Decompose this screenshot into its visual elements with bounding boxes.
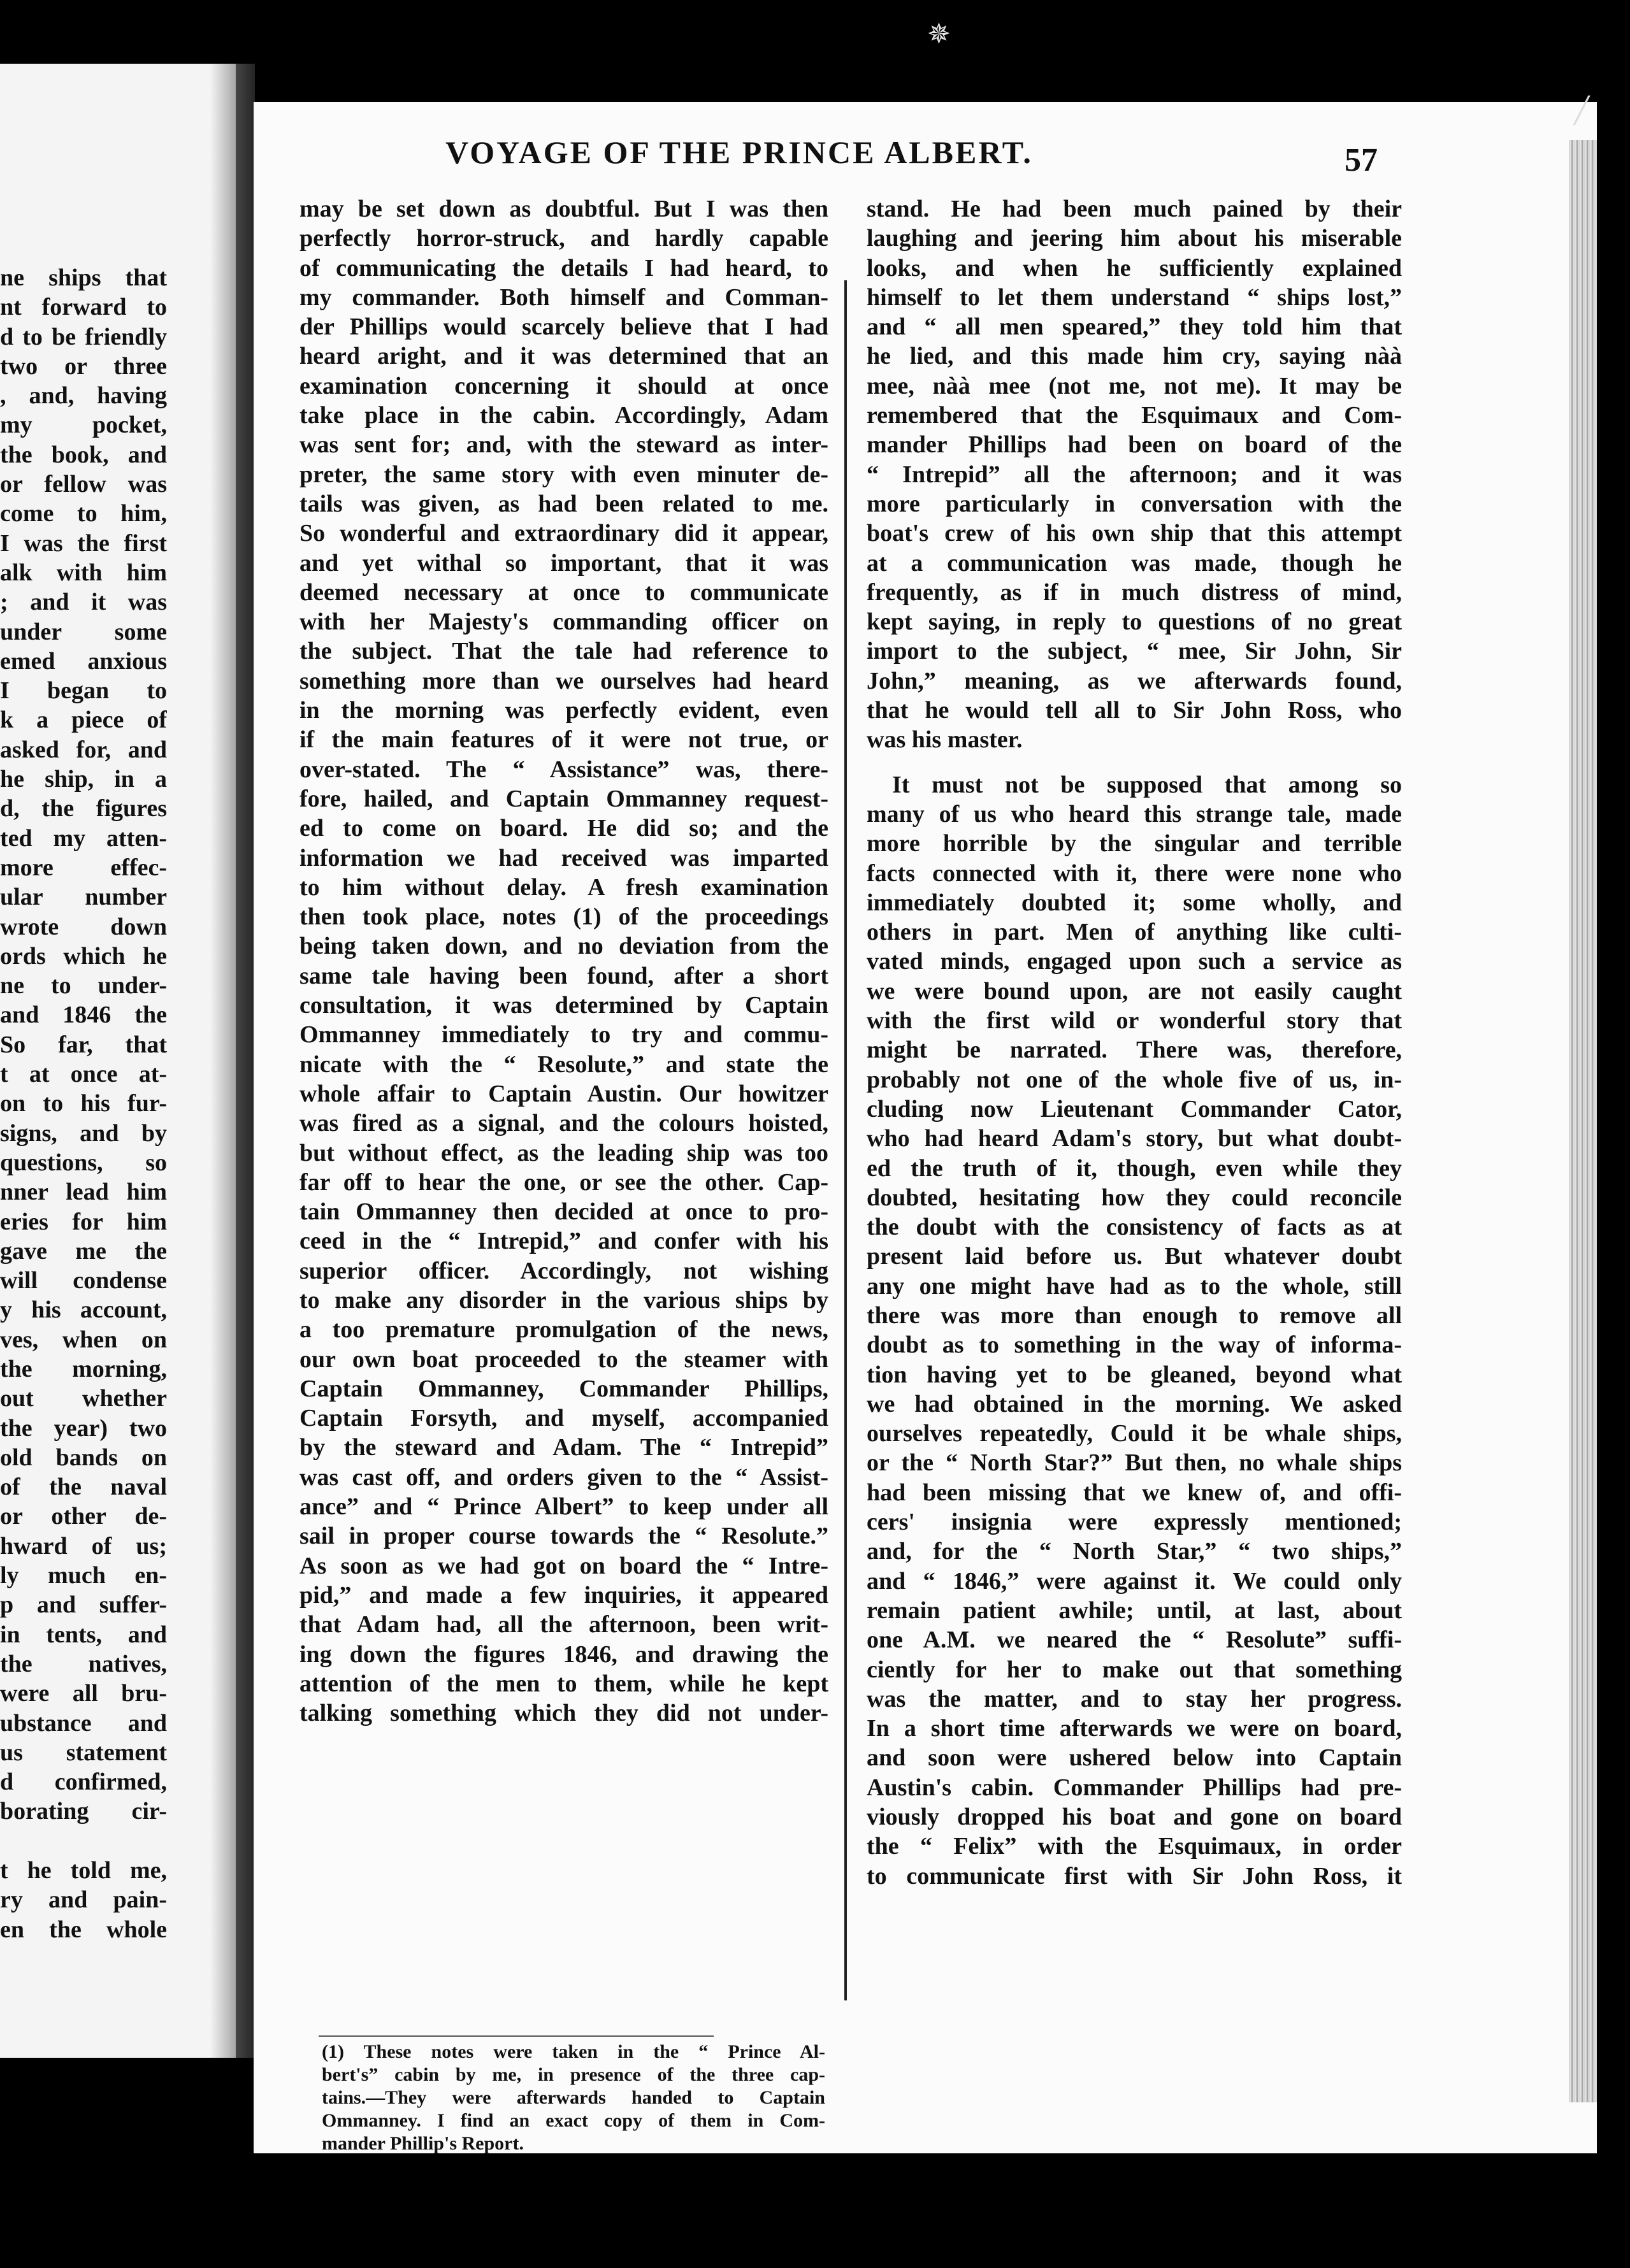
previous-page-fragment <box>0 64 236 2058</box>
body-line: ed the truth of it, though, even while they <box>867 1154 1402 1182</box>
previous-page-line: more effec- <box>0 854 167 881</box>
body-line: vated minds, engaged upon such a service as <box>867 948 1402 975</box>
previous-page-line: eries for him <box>0 1208 167 1235</box>
body-line: to make any disorder in the various ships by <box>299 1286 828 1314</box>
body-line: but without effect, as the leading ship was too <box>299 1139 828 1166</box>
body-line: heard aright, and it was determined that an <box>299 343 828 370</box>
stray-mark: ✵ <box>927 18 951 50</box>
previous-page-line: he ship, in a <box>0 766 167 793</box>
body-line: remembered that the Esquimaux and Com- <box>867 402 1402 429</box>
body-line: of communicating the details I had heard, to <box>299 254 828 282</box>
previous-page-line: will condense <box>0 1267 167 1295</box>
body-line: Austin's cabin. Commander Phillips had pre- <box>867 1774 1402 1801</box>
body-line: frequently, as if in much distress of mind, <box>867 578 1402 606</box>
body-line: present laid before us. But whatever doubt <box>867 1243 1402 1270</box>
previous-page-line: ves, when on <box>0 1326 167 1353</box>
body-line: our own boat proceeded to the steamer with <box>299 1346 828 1373</box>
body-line: may be set down as doubtful. But I was then <box>299 196 828 222</box>
previous-page-line: k a piece of <box>0 707 167 734</box>
body-line: if the main features of it were not true, or <box>299 726 828 754</box>
previous-page-line: I was the first <box>0 529 167 557</box>
previous-page-line: two or three <box>0 352 167 380</box>
previous-page-line: old bands on <box>0 1444 167 1471</box>
previous-page-line: in tents, and <box>0 1621 167 1648</box>
previous-page-line: gave me the <box>0 1237 167 1265</box>
body-line: was fired as a signal, and the colours hoisted, <box>299 1110 828 1137</box>
body-line: doubted, hesitating how they could reconcile <box>867 1184 1402 1211</box>
body-line: doubt as to something in the way of informa- <box>867 1331 1402 1359</box>
footnote-line: bert's” cabin by me, in presence of the three cap- <box>322 2064 825 2085</box>
previous-page-line: the year) two <box>0 1414 167 1442</box>
body-line: whole affair to Captain Austin. Our howitzer <box>299 1080 828 1107</box>
body-line: attention of the men to them, while he kept <box>299 1670 828 1697</box>
body-line: and “ all men speared,” they told him that <box>867 313 1402 341</box>
body-line: the doubt with the consistency of facts as at <box>867 1214 1402 1241</box>
body-line: information we had received was imparted <box>299 844 828 872</box>
previous-page-line: on to his fur- <box>0 1090 167 1117</box>
body-line: one A.M. we neared the “ Resolute” suffi- <box>867 1626 1402 1654</box>
body-line: Captain Ommanney, Commander Phillips, <box>299 1375 828 1402</box>
body-line: import to the subject, “ mee, Sir John, Sir <box>867 638 1402 665</box>
body-line: mee, nàà mee (not me, not me). It may be <box>867 372 1402 399</box>
body-line: superior officer. Accordingly, not wishing <box>299 1257 828 1284</box>
previous-page-line: hward of us; <box>0 1532 167 1560</box>
body-line: then took place, notes (1) of the proceedings <box>299 903 828 931</box>
previous-page-line: ry and pain- <box>0 1886 167 1914</box>
body-line: something more than we ourselves had heard <box>299 667 828 694</box>
body-line: talking something which they did not under- <box>299 1700 828 1727</box>
previous-page-line: and 1846 the <box>0 1001 167 1029</box>
body-line: perfectly horror-struck, and hardly capable <box>299 225 828 252</box>
body-line: himself to let them understand “ ships lost,” <box>867 284 1402 311</box>
previous-page-line: borating cir- <box>0 1798 167 1825</box>
body-line: my commander. Both himself and Comman- <box>299 284 828 311</box>
body-line: being taken down, and no deviation from the <box>299 933 828 960</box>
previous-page-line: , and, having <box>0 382 167 410</box>
body-line: ciently for her to make out that something <box>867 1656 1402 1683</box>
previous-page-line: ly much en- <box>0 1562 167 1590</box>
body-line: remain patient awhile; until, at last, about <box>867 1597 1402 1624</box>
gutter-shadow <box>210 64 255 2058</box>
body-line: probably not one of the whole five of us, in- <box>867 1066 1402 1093</box>
body-line: there was more than enough to remove all <box>867 1302 1402 1329</box>
body-line: It must not be supposed that among so <box>892 771 1402 798</box>
body-line: John,” meaning, as we afterwards found, <box>867 667 1402 694</box>
body-line: immediately doubted it; some wholly, and <box>867 889 1402 916</box>
previous-page-line: d confirmed, <box>0 1769 167 1796</box>
body-line: fore, hailed, and Captain Ommanney request- <box>299 785 828 812</box>
body-line: to him without delay. A fresh examination <box>299 873 828 901</box>
body-line: pid,” and made a few inquiries, it appeared <box>299 1581 828 1609</box>
previous-page-column <box>0 263 167 1944</box>
body-line: and yet withal so important, that it was <box>299 549 828 577</box>
body-line: nicate with the “ Resolute,” and state the <box>299 1051 828 1078</box>
body-line: the subject. That the tale had reference to <box>299 638 828 665</box>
body-line: was his master. <box>867 726 1023 754</box>
body-line: laughing and jeering him about his miserable <box>867 225 1402 252</box>
body-line: others in part. Men of anything like culti- <box>867 919 1402 946</box>
previous-page-line: ; and it was <box>0 589 167 616</box>
body-line: over-stated. The “ Assistance” was, there- <box>299 756 828 783</box>
body-line: with the first wild or wonderful story that <box>867 1007 1402 1035</box>
body-line: was the matter, and to stay her progress. <box>867 1685 1402 1712</box>
previous-page-line: the book, and <box>0 441 167 468</box>
previous-page-line: questions, so <box>0 1149 167 1176</box>
body-line: viously dropped his boat and gone on board <box>867 1804 1402 1831</box>
previous-page-line: ular number <box>0 884 167 911</box>
body-line: and “ 1846,” were against it. We could only <box>867 1567 1402 1595</box>
body-line: more particularly in conversation with the <box>867 490 1402 517</box>
body-line: “ Intrepid” all the afternoon; and it was <box>867 461 1402 488</box>
body-line: tion having yet to be gleaned, beyond what <box>867 1361 1402 1388</box>
footnote-line: Ommanney. I find an exact copy of them in Com- <box>322 2110 825 2131</box>
body-line: far off to hear the one, or see the other. Cap- <box>299 1168 828 1196</box>
body-line: preter, the same story with even minuter de- <box>299 461 828 488</box>
body-line: and, for the “ North Star,” “ two ships,” <box>867 1538 1402 1565</box>
previous-page-line: of the naval <box>0 1474 167 1501</box>
previous-page-line: ubstance and <box>0 1709 167 1737</box>
previous-page-line: nt forward to <box>0 294 167 321</box>
body-line: examination concerning it should at once <box>299 372 828 399</box>
body-line: cluding now Lieutenant Commander Cator, <box>867 1095 1402 1123</box>
body-line: cers' insignia were expressly mentioned; <box>867 1509 1402 1536</box>
body-line: take place in the cabin. Accordingly, Adam <box>299 402 828 429</box>
body-line: tain Ommanney then decided at once to pro- <box>299 1198 828 1226</box>
previous-page-line: nner lead him <box>0 1179 167 1206</box>
previous-page-line: signs, and by <box>0 1119 167 1147</box>
column-rule <box>844 280 847 2000</box>
body-line: we were bound upon, are not easily caught <box>867 977 1402 1005</box>
body-line: was sent for; and, with the steward as inter- <box>299 431 828 459</box>
body-line: was cast off, and orders given to the “ Assist- <box>299 1463 828 1491</box>
body-line: we had obtained in the morning. We asked <box>867 1390 1402 1418</box>
body-line: kept saying, in reply to questions of no great <box>867 608 1402 636</box>
previous-page-line: t he told me, <box>0 1857 167 1884</box>
previous-page-line: en the whole <box>0 1916 167 1943</box>
previous-page-line: were all bru- <box>0 1680 167 1707</box>
previous-page-line: my pocket, <box>0 412 167 439</box>
body-line: In a short time afterwards we were on board, <box>867 1715 1402 1742</box>
previous-page-line: come to him, <box>0 500 167 528</box>
previous-page-line: p and suffer- <box>0 1591 167 1619</box>
previous-page-line: ords which he <box>0 942 167 970</box>
body-line: Captain Forsyth, and myself, accompanied <box>299 1405 828 1432</box>
body-line: many of us who heard this strange tale, made <box>867 800 1402 828</box>
previous-page-line: d, the figures <box>0 795 167 822</box>
body-line: sail in proper course towards the “ Resolute.” <box>299 1523 828 1550</box>
body-line: tails was given, as had been related to me. <box>299 490 828 517</box>
body-line: who had heard Adam's story, but what doubt- <box>867 1125 1402 1152</box>
body-line: and soon were ushered below into Captain <box>867 1744 1402 1772</box>
footnote-line: tains.—They were afterwards handed to Captain <box>322 2087 825 2108</box>
body-line: mander Phillips had been on board of the <box>867 431 1402 459</box>
previous-page-line: I began to <box>0 677 167 705</box>
body-line: ing down the figures 1846, and drawing the <box>299 1640 828 1668</box>
body-line: he lied, and this made him cry, saying nàà <box>867 343 1402 370</box>
previous-page-line: y his account, <box>0 1296 167 1324</box>
previous-page-line: ne ships that <box>0 264 167 291</box>
body-line: ance” and “ Prince Albert” to keep under all <box>299 1493 828 1521</box>
previous-page-line: us statement <box>0 1739 167 1766</box>
body-line: boat's crew of his own ship that this attempt <box>867 520 1402 547</box>
body-line: more horrible by the singular and terrible <box>867 830 1402 858</box>
previous-page-line: alk with him <box>0 559 167 586</box>
body-line: any one might have had as to the whole, still <box>867 1272 1402 1300</box>
footnote-line: mander Phillip's Report. <box>322 2133 524 2154</box>
previous-page-line: emed anxious <box>0 647 167 675</box>
body-line: ourselves repeatedly, Could it be whale ships, <box>867 1420 1402 1447</box>
previous-page-line: the morning, <box>0 1355 167 1382</box>
body-line: by the steward and Adam. The “ Intrepid” <box>299 1434 828 1461</box>
body-line: ed to come on board. He did so; and the <box>299 815 828 842</box>
body-line: facts connected with it, there were none who <box>867 859 1402 887</box>
paragraph-gap <box>867 755 1402 770</box>
body-line: der Phillips would scarcely believe that I had <box>299 313 828 341</box>
body-line: the “ Felix” with the Esquimaux, in order <box>867 1833 1402 1860</box>
body-line: consultation, it was determined by Captain <box>299 992 828 1019</box>
body-line: or the “ North Star?” But then, no whale ships <box>867 1449 1402 1477</box>
body-line: in the morning was perfectly evident, even <box>299 697 828 724</box>
left-column <box>299 194 828 1728</box>
previous-page-line: ne to under- <box>0 972 167 1000</box>
body-line: with her Majesty's commanding officer on <box>299 608 828 636</box>
corner-mark: ╱ <box>1574 96 1590 125</box>
previous-page-line: wrote down <box>0 913 167 940</box>
previous-page-line: So far, that <box>0 1031 167 1058</box>
footnote-rule <box>319 2035 714 2037</box>
body-line: might be narrated. There was, therefore, <box>867 1037 1402 1064</box>
body-line: looks, and when he sufficiently explained <box>867 254 1402 282</box>
body-line: at a communication was made, though he <box>867 549 1402 577</box>
body-line: So wonderful and extraordinary did it appear, <box>299 520 828 547</box>
body-line: to communicate first with Sir John Ross, it <box>867 1862 1402 1890</box>
body-line: that he would tell all to Sir John Ross, who <box>867 697 1402 724</box>
right-column <box>867 194 1402 1891</box>
page-number: 57 <box>1345 142 1378 178</box>
footnote-line: (1) These notes were taken in the “ Prince Al- <box>322 2041 825 2062</box>
body-line: that Adam had, all the afternoon, been writ- <box>299 1611 828 1639</box>
previous-page-line: or fellow was <box>0 471 167 498</box>
body-line: same tale having been found, after a short <box>299 962 828 989</box>
body-line: As soon as we had got on board the “ Intre- <box>299 1552 828 1579</box>
previous-page-line: the natives, <box>0 1650 167 1677</box>
body-line: Ommanney immediately to try and commu- <box>299 1021 828 1049</box>
footnote <box>322 2041 825 2155</box>
previous-page-line: or other de- <box>0 1503 167 1530</box>
previous-page-line: t at once at- <box>0 1061 167 1088</box>
body-line: had been missing that we knew of, and offi- <box>867 1479 1402 1506</box>
body-line: ceed in the “ Intrepid,” and confer with his <box>299 1228 828 1255</box>
body-line: a too premature promulgation of the news, <box>299 1316 828 1344</box>
previous-page-line: out whether <box>0 1385 167 1412</box>
previous-page-line <box>0 1827 167 1856</box>
previous-page-line: under some <box>0 618 167 645</box>
running-title: VOYAGE OF THE PRINCE ALBERT. <box>445 134 1033 170</box>
page-edge-stack <box>1569 140 1597 2102</box>
body-line: stand. He had been much pained by their <box>867 196 1402 222</box>
previous-page-line: d to be friendly <box>0 323 167 350</box>
previous-page-line: asked for, and <box>0 736 167 763</box>
body-line: deemed necessary at once to communicate <box>299 578 828 606</box>
previous-page-line: ted my atten- <box>0 824 167 852</box>
